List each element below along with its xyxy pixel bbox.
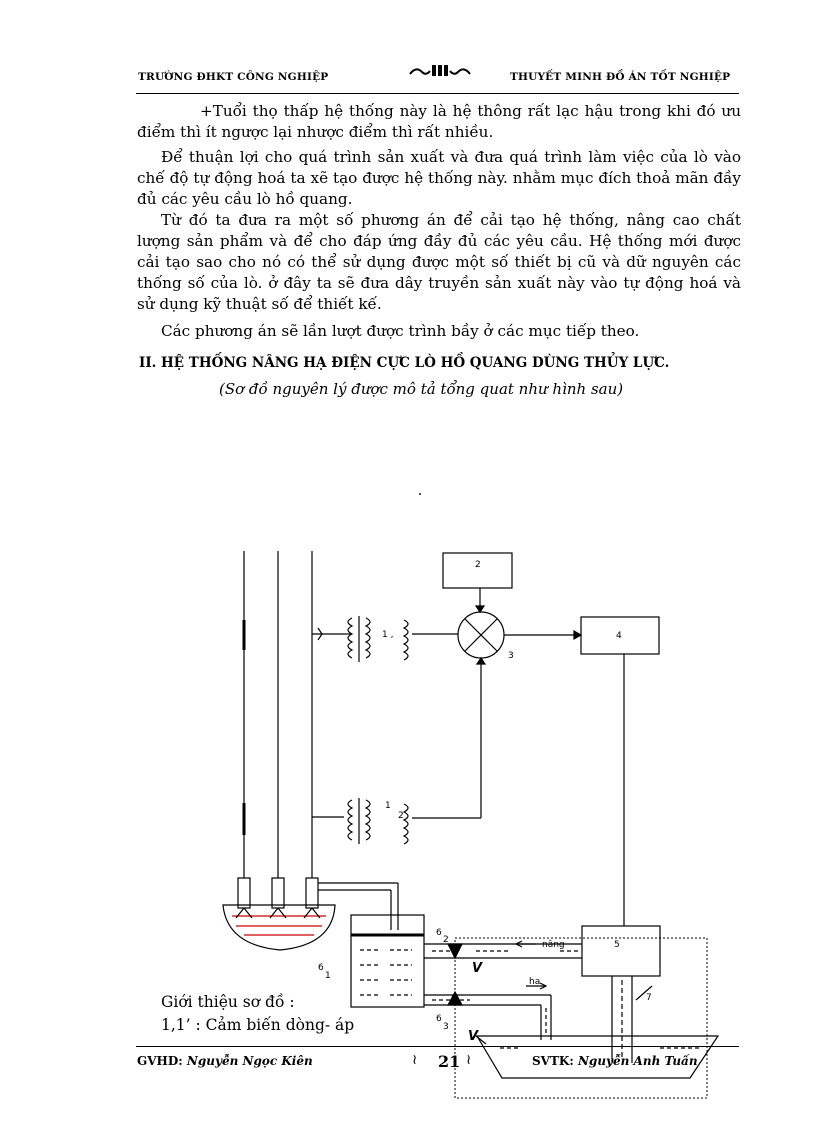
valve-61-label: 6 <box>318 963 324 973</box>
comparator-label: 3 <box>508 651 514 661</box>
electrode-2 <box>272 878 284 908</box>
paragraph-1: +Tuổi thọ thấp hệ thống này là hệ thông rất lạc hậu trong khi đó ưu điểm thì ít ngược lại nhược điểm thì rất nhiều. <box>137 102 741 141</box>
valve-63-label: 6 <box>436 1014 442 1024</box>
footer-divider <box>136 1046 739 1047</box>
header-school: TRƯỜNG ĐHKT CÔNG NGHIỆP <box>138 71 329 83</box>
header-title: THUYẾT MINH ĐỒ ÁN TỐT NGHIỆP <box>510 71 731 83</box>
paragraph-2: Để thuận lợi cho quá trình sản xuất và đưa quá trình làm việc của lò vào chế độ tự động hoá ta xẽ tạo được hệ thống này. nhằm mục đích thoả mãn đầy đủ các yêu cầu lò hồ quang. <box>137 148 741 208</box>
paragraph-4: Các phương án sẽ lần lượt được trình bầy ở các mục tiếp theo. <box>161 322 640 340</box>
block-4-label: 4 <box>616 631 622 641</box>
valve-62-label: 6 <box>436 928 442 938</box>
block-2 <box>443 553 512 588</box>
dashed-boundary <box>455 938 707 1098</box>
footer-student <box>532 1054 698 1068</box>
hydraulic-cylinder <box>351 915 424 1007</box>
section-caption: (Sơ đồ nguyên lý được mô tả tổng quat như hình sau) <box>219 380 624 398</box>
paragraph-3: Từ đó ta đưa ra một số phương án để cải tạo hệ thống, nâng cao chất lượng sản phẩm và để cho đáp ứng đầy đủ các yêu cầu. Hệ thống mới được cải tạo sao cho nó có thể sử dụng được một số thiết bị cũ và dữ nguyên các thống số của lò. ở đây ta sẽ đưa dây truyền sản xuất này vào tự động hoá và sử dụng kỹ thuật số để thiết kế. <box>137 211 741 313</box>
electrode-3 <box>306 878 318 908</box>
valve-62-symbol: V <box>472 961 483 976</box>
block-5 <box>582 926 660 976</box>
footer-supervisor-name: Nguyễn Ngọc Kiên <box>186 1054 313 1068</box>
electrode-1 <box>238 878 250 908</box>
intro-line: 1,1’ : Cảm biến dòng- áp <box>161 1016 355 1034</box>
transformer-1-primary <box>348 618 352 658</box>
sensor-2-sub: 2 <box>398 811 404 821</box>
footer-student-label: SVTK: <box>532 1054 574 1068</box>
furnace-bowl <box>223 905 335 950</box>
valve-62 <box>448 944 462 958</box>
swirl-left-icon: ≀ <box>412 1052 418 1068</box>
sensor-1-label: 1 , <box>382 630 394 640</box>
sensor-2-label: 1 <box>385 801 391 811</box>
sensor-2-coil <box>404 804 408 844</box>
page-number: 21 <box>438 1052 461 1071</box>
valve-62-sub: 2 <box>443 935 449 945</box>
pipe-7-label: 7 <box>646 993 652 1003</box>
intro-heading: Giới thiệu sơ đồ : <box>161 993 295 1011</box>
valve-63-symbol: V <box>468 1029 479 1044</box>
block-2-label: 2 <box>475 560 481 570</box>
block-5-label: 5 <box>614 940 620 950</box>
sensor-1-coil <box>404 620 408 660</box>
footer-supervisor-label: GVHD: <box>137 1054 183 1068</box>
valve-63-sub: 3 <box>443 1022 449 1032</box>
footer-supervisor <box>137 1054 313 1068</box>
swirl-right-icon: ≀ <box>466 1052 472 1068</box>
label-ha: ha <box>529 977 541 987</box>
section-heading: II. HỆ THỐNG NÂNG HẠ ĐIỆN CỰC LÒ HỒ QUANG DÙNG THỦY LỰC. <box>139 355 670 371</box>
label-nang: nâng <box>542 940 565 950</box>
valve-61-sub: 1 <box>325 971 331 981</box>
footer-student-name: Nguyễn Anh Tuấn <box>577 1054 698 1068</box>
